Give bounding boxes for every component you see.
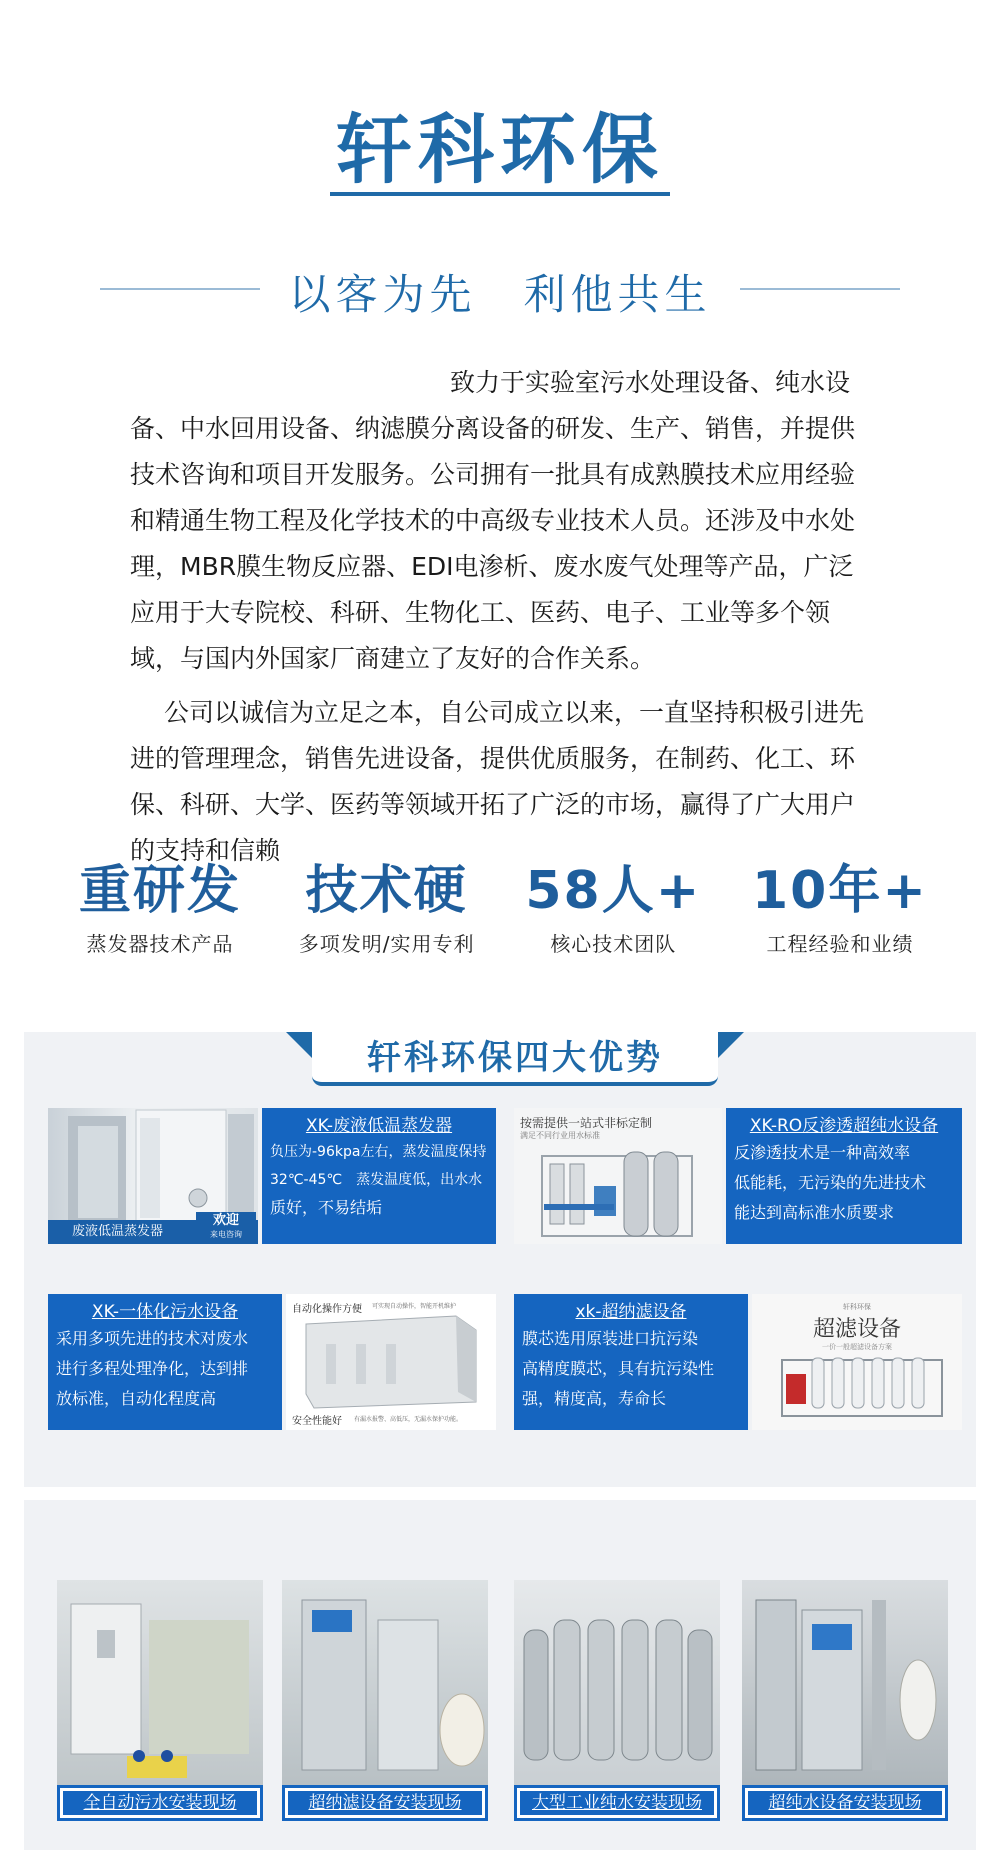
site-label-box	[57, 1785, 263, 1821]
stat-team	[503, 860, 723, 960]
site-industrial-illustration	[514, 1580, 720, 1785]
slogan-row	[100, 258, 900, 318]
evaporator-photo-caption: 废液低温蒸发器	[48, 1220, 258, 1244]
site-label-box	[282, 1785, 488, 1821]
site-card-industrial	[514, 1580, 720, 1830]
advantage-card-sewage	[48, 1294, 496, 1430]
advantage-card-ultrafiltration	[514, 1294, 962, 1430]
advantages-title: 轩科环保四大优势	[367, 1038, 663, 1078]
ro-photo-caption: 按需提供一站式非标定制	[520, 1116, 653, 1130]
brand-title-text: 轩科环保	[330, 110, 670, 196]
stats-row	[50, 860, 950, 960]
site-card-ultrapure	[742, 1580, 948, 1830]
evaporator-photo-badge	[196, 1212, 256, 1242]
photo-badge-sub: 来电咨询	[210, 1230, 242, 1239]
ro-info-panel	[726, 1108, 962, 1244]
site-label: 超纳滤设备安装现场	[288, 1791, 482, 1815]
site-photo	[57, 1580, 263, 1785]
sewage-photo-caption-2: 安全性能好	[292, 1416, 342, 1427]
ro-illustration	[514, 1108, 722, 1244]
site-photo	[514, 1580, 720, 1785]
evaporator-info-panel	[262, 1108, 496, 1244]
uf-photo-caption: 超滤设备	[812, 1317, 901, 1342]
card-line: 32℃-45℃ 蒸发温度低，出水水	[270, 1172, 483, 1188]
stat-label: 多项发明/实用专利	[298, 932, 475, 956]
stat-label: 核心技术团队	[550, 932, 677, 956]
card-heading: XK-RO反渗透超纯水设备	[749, 1116, 939, 1136]
site-uf-illustration	[282, 1580, 488, 1785]
card-line: 能达到高标准水质要求	[734, 1203, 895, 1222]
intro-paragraph-1: 致力于实验室污水处理设备、纯水设备、中水回用设备、纳滤膜分离设备的研发、生产、销售，并提供技术咨询和项目开发服务。公司拥有一批具有成熟膜技术应用经验和精通生物工程及化学技术的中高级专业技术人员。还涉及中水处理，MBR膜生物反应器、EDI电渗析、废水废气处理等产品，广泛应用于大专院校、科研、生物化工、医药、电子、工业等多个领域，与国内外国家厂商建立了友好的合作关系。	[130, 368, 856, 673]
card-heading: XK-一体化污水设备	[91, 1302, 239, 1322]
installation-sites-section	[24, 1500, 976, 1850]
card-heading: XK-废液低温蒸发器	[305, 1116, 453, 1136]
intro-paragraph-2: 公司以诚信为立足之本，自公司成立以来，一直坚持积极引进先进的管理理念，销售先进设备，提供优质服务，在制药、化工、环保、科研、大学、医药等领域开拓了广泛的市场，赢得了广大用户的支持和信赖	[130, 698, 865, 865]
advantages-section	[24, 1032, 976, 1487]
slogan-divider-right	[740, 288, 900, 290]
ultrafiltration-photo	[752, 1294, 962, 1430]
stat-value: 58人+	[525, 861, 702, 921]
ro-photo-caption-sub: 满足不同行业用水标准	[520, 1131, 600, 1140]
evaporator-photo	[48, 1108, 258, 1244]
site-photo	[282, 1580, 488, 1785]
site-label: 全自动污水安装现场	[63, 1791, 257, 1815]
site-label-box	[742, 1785, 948, 1821]
card-line: 反渗透技术是一种高效率	[734, 1143, 911, 1162]
site-ultrapure-illustration	[742, 1580, 948, 1785]
sewage-photo-caption: 自动化操作方便	[292, 1304, 362, 1315]
stat-value: 10年+	[752, 861, 928, 921]
stat-label: 蒸发器技术产品	[86, 932, 234, 956]
stat-value: 重研发	[78, 861, 241, 921]
stat-value: 技术硬	[305, 861, 468, 921]
advantages-banner	[312, 1032, 718, 1086]
advantage-card-evaporator	[48, 1108, 496, 1244]
uf-photo-caption-top: 轩科环保	[843, 1303, 871, 1311]
site-photo	[742, 1580, 948, 1785]
card-line: 膜芯选用原装进口抗污染	[522, 1329, 699, 1348]
card-line: 质好，不易结垢	[270, 1198, 383, 1217]
site-sewage-illustration	[57, 1580, 263, 1785]
brand-title	[0, 105, 1000, 196]
card-line: 负压为-96kpa左右，蒸发温度保持	[270, 1144, 487, 1160]
site-card-ultrafiltration	[282, 1580, 488, 1830]
photo-badge-title: 欢迎	[212, 1213, 239, 1228]
slogan: 以客为先 利他共生	[288, 270, 712, 319]
sewage-photo-caption-sub: 可实现自动操作，智能开机维护	[372, 1303, 457, 1310]
ro-photo	[514, 1108, 722, 1244]
site-label: 大型工业纯水安装现场	[520, 1791, 714, 1815]
sewage-photo-caption-2-sub: 有漏水报警、高低压，无漏水保护功能。	[354, 1416, 463, 1423]
uf-illustration	[752, 1294, 962, 1430]
advantage-card-ro	[514, 1108, 962, 1244]
stat-tech	[277, 860, 497, 960]
site-label: 超纯水设备安装现场	[748, 1791, 942, 1815]
stat-experience	[730, 860, 950, 960]
site-card-sewage	[57, 1580, 263, 1830]
card-line: 采用多项先进的技术对废水	[56, 1329, 249, 1348]
ultrafiltration-info-panel	[514, 1294, 748, 1430]
card-line: 低能耗，无污染的先进技术	[734, 1173, 927, 1192]
sewage-illustration	[286, 1294, 496, 1430]
card-line: 强，精度高，寿命长	[522, 1389, 667, 1408]
stat-rd	[50, 860, 270, 960]
card-line: 进行多程处理净化，达到排	[56, 1359, 249, 1378]
card-heading: xk-超纳滤设备	[575, 1302, 687, 1322]
sewage-photo	[286, 1294, 496, 1430]
card-line: 高精度膜芯，具有抗污染性	[522, 1359, 715, 1378]
stat-label: 工程经验和业绩	[766, 932, 914, 956]
company-intro	[130, 360, 870, 874]
site-label-box	[514, 1785, 720, 1821]
sewage-info-panel	[48, 1294, 282, 1430]
card-line: 放标准，自动化程度高	[56, 1389, 217, 1408]
uf-photo-caption-sub: 一价一般超滤设备方案	[822, 1343, 892, 1351]
